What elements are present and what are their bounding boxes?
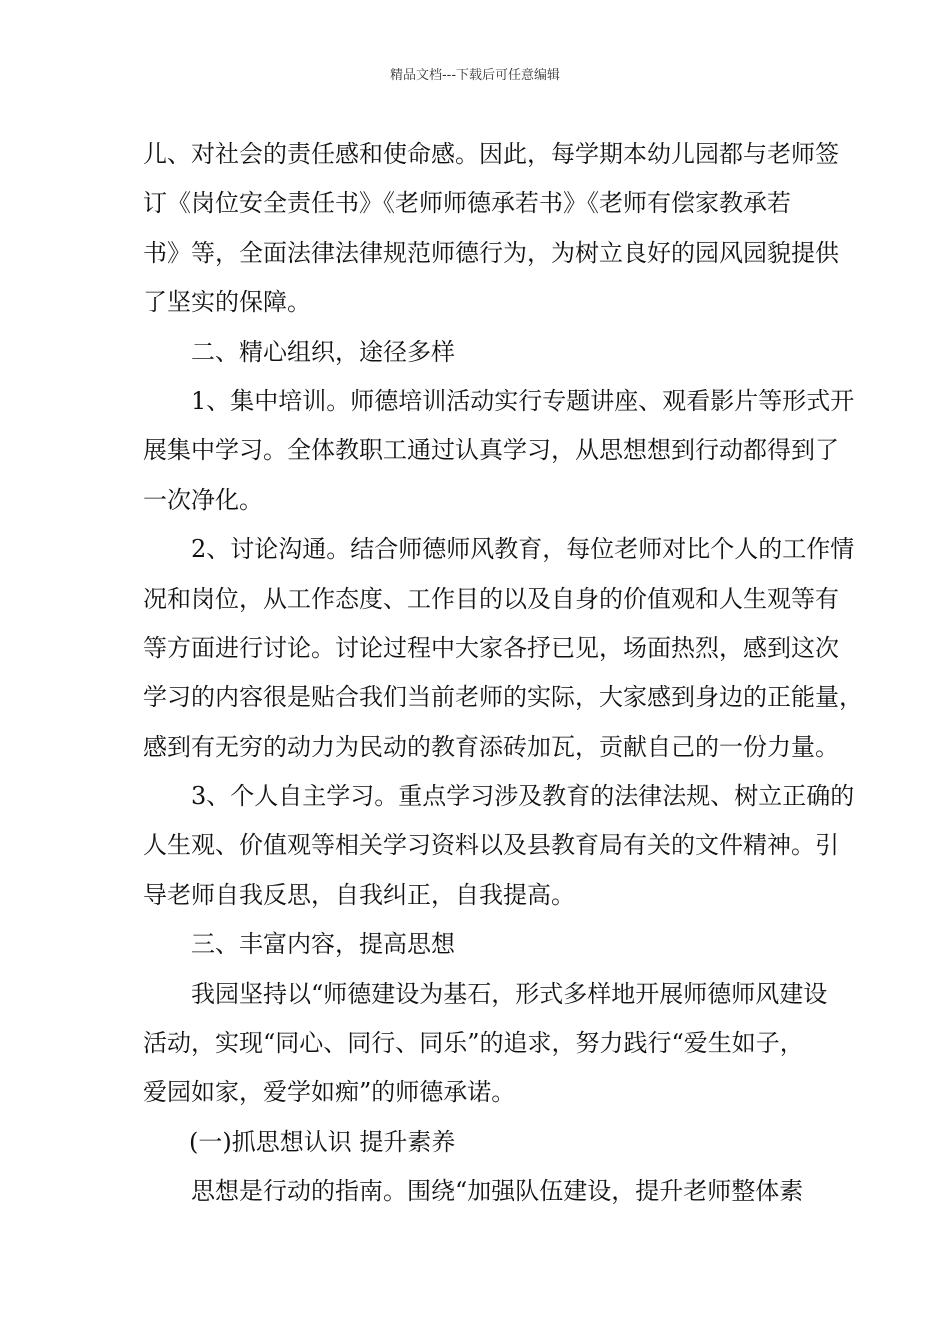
text-line: 2、讨论沟通。结合师德师风教育，每位老师对比个人的工作情 (191, 535, 855, 564)
document-body (143, 130, 863, 1217)
text-line: 人生观、价值观等相关学习资料以及县教育局有关的文件精神。引 (143, 831, 839, 860)
text-line: 思想是行动的指南。围绕“加强队伍建设，提升老师整体素 (191, 1177, 804, 1206)
text-line: 学习的内容很是贴合我们当前老师的实际，大家感到身边的正能量， (143, 683, 863, 712)
text-line: 感到有无穷的动力为民动的教育添砖加瓦，贡献自己的一份力量。 (143, 732, 839, 761)
text-line: 展集中学习。全体教职工通过认真学习，从思想想到行动都得到了 (143, 436, 839, 465)
page-header-watermark: 精品文档---下载后可任意编辑 (389, 68, 561, 83)
text-line: 导老师自我反思，自我纠正，自我提高。 (143, 880, 575, 909)
subsection-heading: (一)抓思想认识 提升素养 (189, 1127, 456, 1156)
text-line: 1、集中培训。师德培训活动实行专题讲座、观看影片等形式开 (191, 386, 855, 415)
text-line: 订《岗位安全责任书》《老师师德承若书》《老师有偿家教承若 (143, 189, 791, 218)
text-line: 书》等，全面法律法律规范师德行为，为树立良好的园风园貌提供 (143, 238, 839, 267)
text-line: 我园坚持以“师德建设为基石，形式多样地开展师德师风建设 (191, 979, 828, 1008)
section-heading: 三、丰富内容，提高思想 (191, 930, 455, 959)
text-line: 3、个人自主学习。重点学习涉及教育的法律法规、树立正确的 (191, 782, 855, 811)
text-line: 等方面进行讨论。讨论过程中大家各抒已见，场面热烈，感到这次 (143, 633, 839, 662)
text-line: 爱园如家，爱学如痴”的师德承诺。 (143, 1078, 516, 1107)
text-line: 一次净化。 (143, 485, 263, 514)
text-line: 儿、对社会的责任感和使命感。因此，每学期本幼儿园都与老师签 (143, 140, 839, 168)
text-line: 况和岗位，从工作态度、工作目的以及自身的价值观和人生观等有 (143, 584, 839, 613)
section-heading: 二、精心组织，途径多样 (191, 337, 455, 366)
text-line: 了坚实的保障。 (143, 288, 311, 317)
text-line: 活动，实现“同心、同行、同乐”的追求，努力践行“爱生如子， (143, 1029, 804, 1058)
